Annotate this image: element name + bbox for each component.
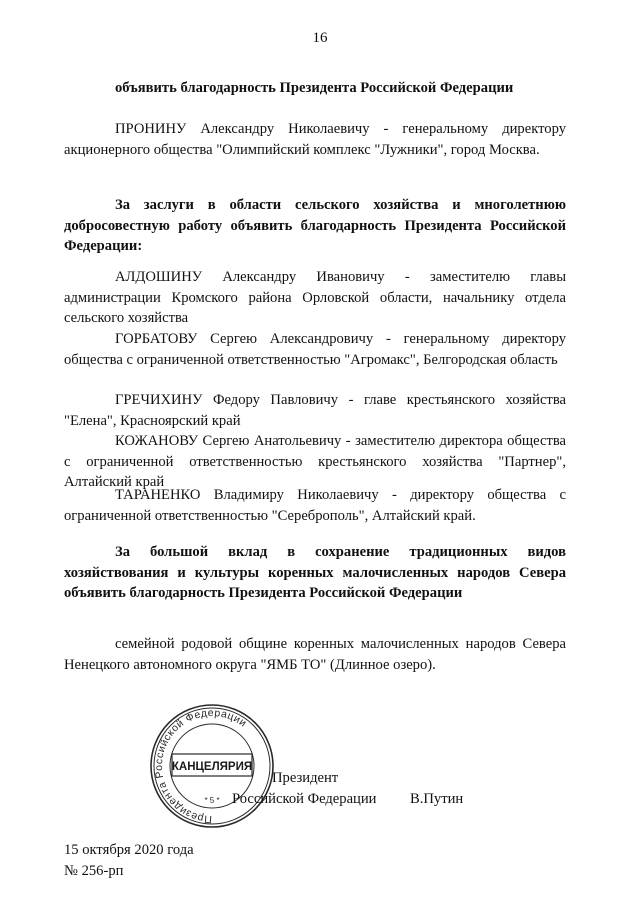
award-entry: АЛДОШИНУ Александру Ивановичу - заместителю главы администрации Кромского района Орловской области, начальнику отдела сельского хозяйства	[64, 269, 566, 326]
page-number: 16	[312, 30, 328, 46]
signatory-name: В.Путин	[410, 791, 464, 807]
section-3-heading: За большой вклад в сохранение традиционных видов хозяйствования и культуры коренных малочисленных народов Севера объявить благодарность Президента Российской Федерации	[64, 544, 566, 601]
section-1-heading: объявить благодарность Президента Российской Федерации	[115, 80, 514, 96]
document-number: № 256-рп	[64, 863, 124, 879]
signatory-title-line-2: Российской Федерации	[232, 790, 377, 807]
award-entry: семейной родовой общине коренных малочисленных народов Севера Ненецкого автономного округа "ЯМБ ТО" (Длинное озеро).	[64, 636, 566, 673]
award-entry: ПРОНИНУ Александру Николаевичу - генеральному директору акционерного общества "Олимпийский комплекс "Лужники", город Москва.	[64, 121, 566, 158]
signatory-title	[232, 768, 377, 809]
award-entry: ТАРАНЕНКО Владимиру Николаевичу - директору общества с ограниченной ответственностью "Сереброполь", Алтайский край.	[64, 487, 566, 524]
award-entry: ГОРБАТОВУ Сергею Александровичу - генеральному директору общества с ограниченной ответственностью "Агромакс", Белгородская область	[64, 331, 566, 368]
svg-text:Президента Российской Федераци: Президента Российской Федерации	[152, 706, 249, 826]
seal-center-text: КАНЦЕЛЯРИЯ	[171, 761, 253, 773]
award-entry: КОЖАНОВУ Сергею Анатольевичу - заместителю директора общества с ограниченной ответственностью крестьянского хозяйства "Партнер", Алтайский край	[64, 433, 566, 490]
award-entry: ГРЕЧИХИНУ Федору Павловичу - главе крестьянского хозяйства "Елена", Красноярский край	[64, 392, 566, 429]
document-date: 15 октября 2020 года	[64, 842, 194, 858]
seal-bottom-text: * 5 *	[204, 796, 220, 805]
section-2-heading: За заслуги в области сельского хозяйства и многолетнюю добросовестную работу объявить благодарность Президента Российской Федерации:	[64, 197, 566, 254]
chancellery-seal	[148, 702, 276, 830]
signatory-title-line-1: Президент	[272, 770, 339, 786]
